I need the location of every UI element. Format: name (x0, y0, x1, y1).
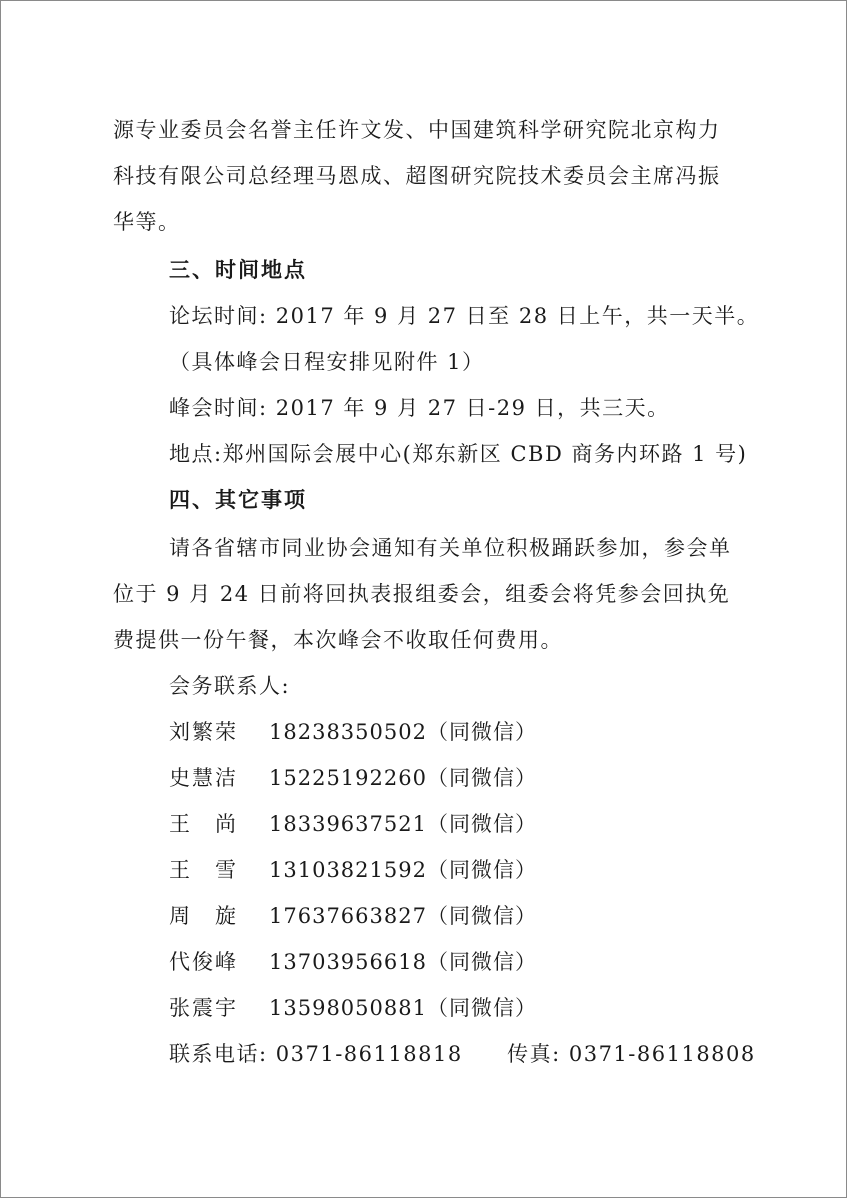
fax-label: 传真: (507, 1042, 561, 1066)
phone-number: 0371-86118818 (275, 1042, 463, 1066)
paragraph-line: 位于 9 月 24 日前将回执表报组委会，组委会将凭参会回执免 (113, 582, 731, 606)
contact-name: 刘繁荣 (169, 720, 238, 744)
contact-phone: 18339637521（同微信） (269, 812, 537, 836)
contact-name: 代俊峰 (169, 950, 238, 974)
forum-time: 论坛时间: 2017 年 9 月 27 日至 28 日上午，共一天半。 (169, 304, 760, 328)
footer-contact-line (169, 1039, 756, 1069)
contact-phone: 18238350502（同微信） (269, 720, 537, 744)
contact-phone: 15225192260（同微信） (269, 766, 537, 790)
contact-phone: 13103821592（同微信） (269, 858, 537, 882)
phone-label: 联系电话: (169, 1042, 268, 1066)
contact-name: 周 旋 (169, 904, 238, 928)
paragraph-line: 华等。 (113, 210, 181, 234)
section-heading-other-matters: 四、其它事项 (169, 487, 307, 512)
contact-phone: 13598050881（同微信） (269, 996, 537, 1020)
fax-number: 0371-86118808 (568, 1042, 756, 1066)
contacts-label: 会务联系人: (169, 674, 291, 698)
schedule-note: （具体峰会日程安排见附件 1） (169, 350, 485, 374)
summit-time: 峰会时间: 2017 年 9 月 27 日-29 日，共三天。 (169, 396, 670, 420)
contact-name: 王 尚 (169, 812, 238, 836)
contact-name: 张震宇 (169, 996, 238, 1020)
location: 地点:郑州国际会展中心(郑东新区 CBD 商务内环路 1 号) (169, 442, 748, 466)
paragraph-line: 费提供一份午餐，本次峰会不收取任何费用。 (113, 628, 563, 652)
section-heading-time-location: 三、时间地点 (169, 257, 307, 282)
contact-name: 史慧洁 (169, 766, 238, 790)
contact-phone: 13703956618（同微信） (269, 950, 537, 974)
paragraph-line: 科技有限公司总经理马恩成、超图研究院技术委员会主席冯振 (113, 164, 721, 188)
paragraph-line: 源专业委员会名誉主任许文发、中国建筑科学研究院北京构力 (113, 118, 721, 142)
contact-phone: 17637663827（同微信） (269, 904, 537, 928)
paragraph-line: 请各省辖市同业协会通知有关单位积极踊跃参加，参会单 (169, 536, 732, 560)
contact-name: 王 雪 (169, 858, 238, 882)
